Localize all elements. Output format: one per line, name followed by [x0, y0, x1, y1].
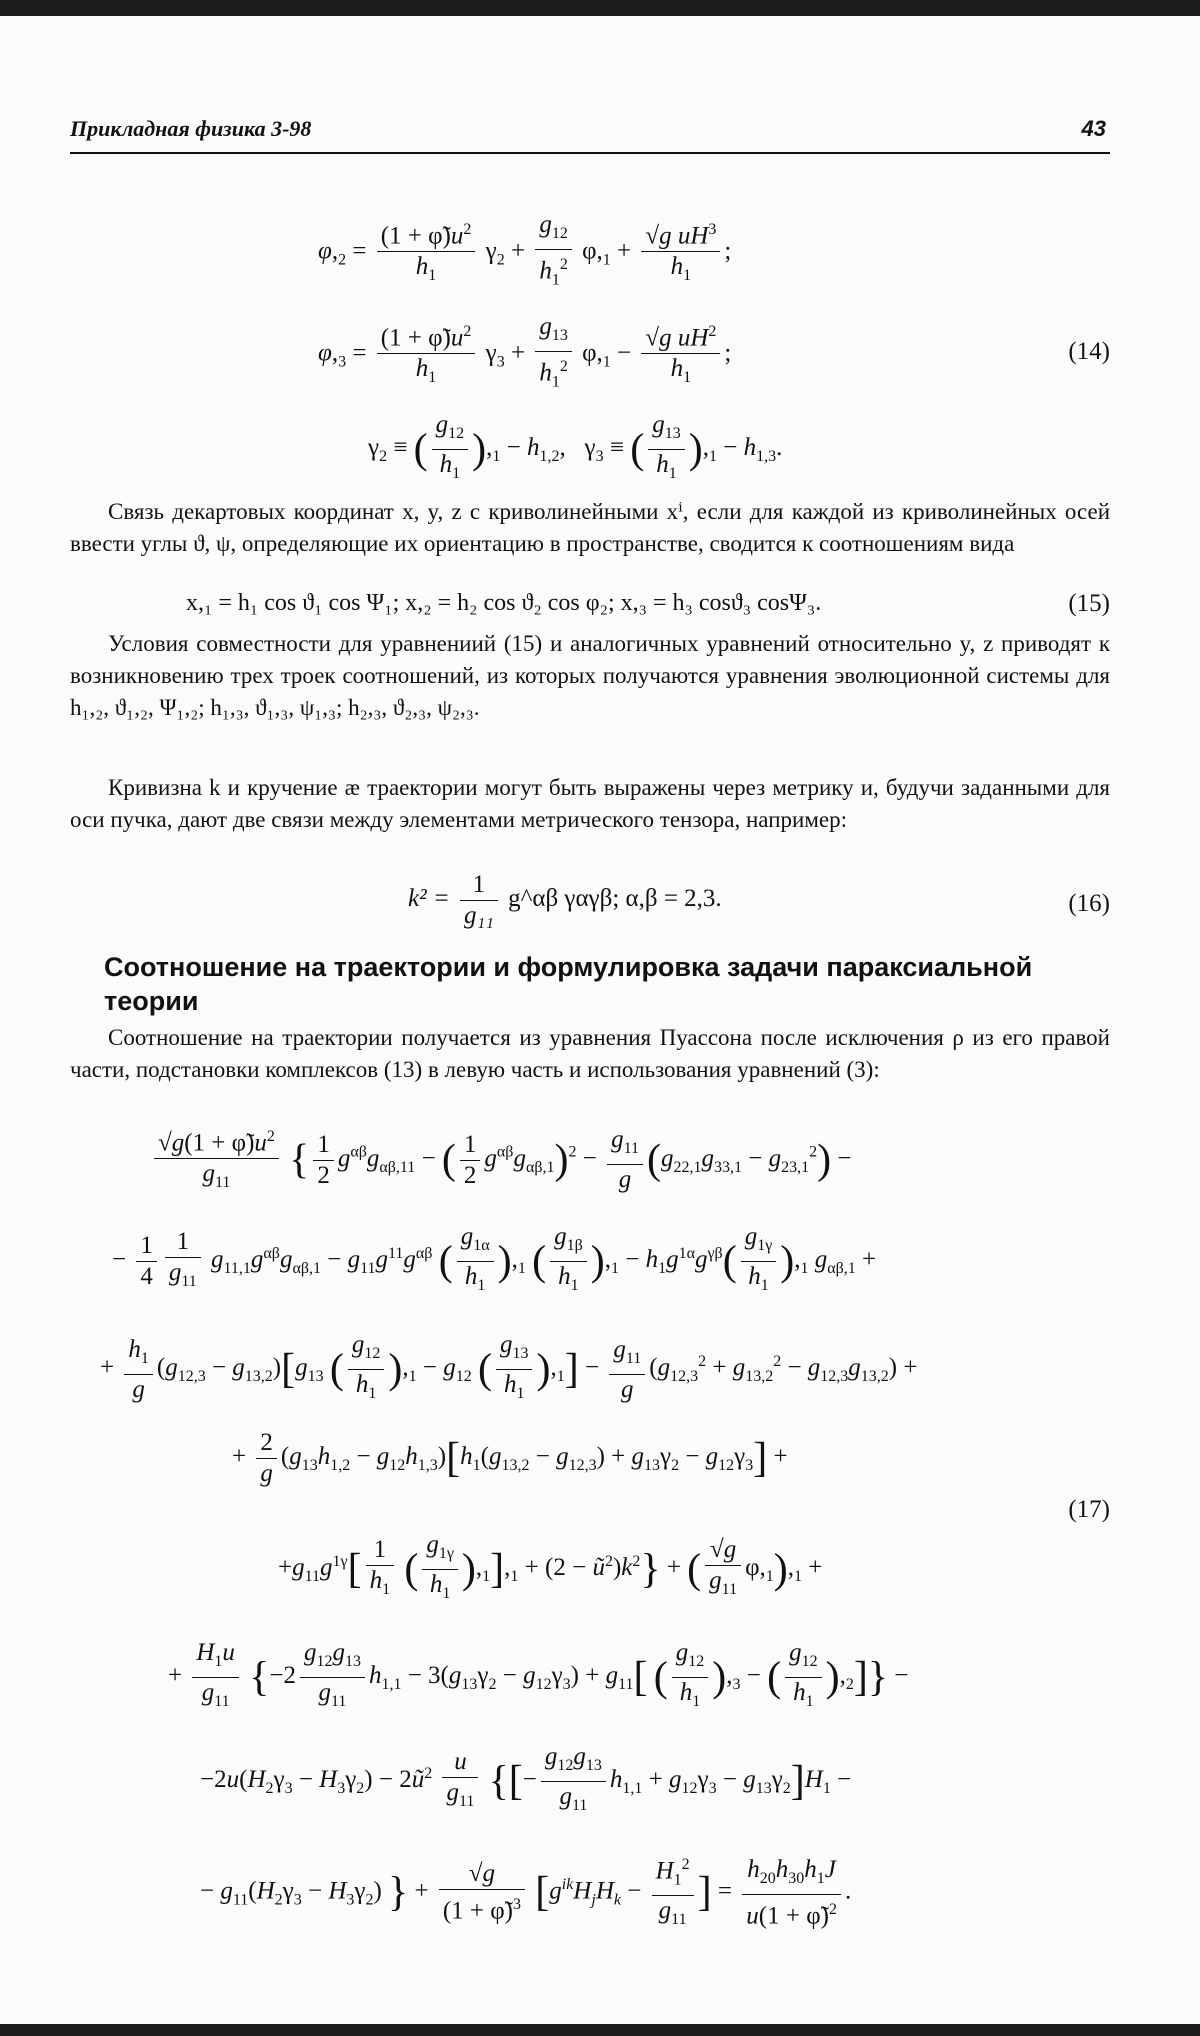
equation-17-line-6: + $\frac{H_1u}{g_{11}}$ {−2 $\frac{g_{12}g_{13}}{g_{11}}$ $h_{1,1} - 3(g_{13}\gamma_2 - g_{12}\gamma_3) + g_{11}$[ ( $\frac{g_{12}}{h_1}$ )$,_3$ − ( $\frac{g_{12}}{h_1}$ )$,_2$]} − [168, 1639, 909, 1710]
equation-17-line-1: $\frac{√g(1 + \varphĩ)u^2}{g_{11}}$ { $\frac{1}{2}$ $g^{\alpha\beta}g_{\alpha\beta,11}$ − ( $\frac{1}{2}$ $g^{\alpha\beta}g_{\alpha\beta,1})^2$ − $\frac{g_{11}}{g}$ $(g_{22,1}g_{33,1} - g_{23,1}^2)$ − [150, 1122, 851, 1198]
equation-14-line-3: $\gamma_2$ ≡ ( $\frac{g_{12}}{h_1}$ )$,_1 - h_{1,2}$, $\gamma_3$ ≡ ( $\frac{g_{13}}{h_1}$ )$,_1 - h_{1,3}$. [368, 411, 783, 482]
equation-17-line-7: $-2u(H_2\gamma_3 - H_3\gamma_2)$ − $2ũ^2$ $\frac{u}{g_{11}}$ {[− $\frac{g_{12}g_{13}}{g_{11}}$ $h_{1,1} + g_{12}\gamma_3 - g_{13}\gamma_2]H_1$ − [200, 1743, 852, 1814]
equation-17-line-2: − $\frac{1}{4}$ $\frac{1}{g_{11}}$ $g_{11,1}g^{\alpha\beta}g_{\alpha\beta,1} - g_{11}g^{11}g^{\alpha\beta}$ ( $\frac{g_{1\alpha}}{h_1}$ )$,_1$ ( $\frac{g_{1\beta}}{h_1}$ )$,_1 - h_1g^{1\alpha}g^{\gamma\beta}$( $\frac{g_{1\gamma}}{h_1}$ )$,_1$ $g_{\alpha\beta,1}$ + [112, 1223, 877, 1294]
scan-bottom-border [0, 2024, 1200, 2036]
equation-14-number: (14) [1068, 338, 1110, 365]
equation-15-number: (15) [1068, 590, 1110, 617]
equation-17-number: (17) [1068, 1496, 1110, 1523]
equation-15: x,₁ = h₁ cos ϑ₁ cos Ψ₁; x,₂ = h₂ cos ϑ₂ cos φ₂; x,₃ = h₃ cosϑ₃ cosΨ₃. [186, 590, 822, 616]
equation-17-line-4: + $\frac{2}{g}$ $(g_{13}h_{1,2} - g_{12}h_{1,3})[h_1(g_{13,2} - g_{12,3}) + g_{13}\gamma_2 - g_{12}\gamma_3]$ + [232, 1429, 788, 1487]
page-number: 43 [1081, 116, 1106, 141]
equation-14-line-2: $\varphi,_3$ = $\frac{(1 + \varphĩ)u^2}{h_1}$ $\gamma_3$ + $\frac{g_{13}}{h_1^2}$ $\varphi,_1$ − $\frac{√g uH^2}{h_1}$ ; [318, 313, 732, 391]
paragraph-curvature: Кривизна k и кручение æ траектории могут быть выражены через метрику и, будучи заданными для оси пучка, дают две связи между элементами метрического тензора, например: [70, 775, 1110, 832]
equation-14-line-1: $\varphi,_2$ = $\frac{(1 + \varphĩ)u^2}{h_1}$ $\gamma_2$ + $\frac{g_{12}}{h_1^2}$ $\varphi,_1$ + $\frac{√g uH^3}{h_1}$ ; [318, 211, 732, 289]
paragraph-compatibility: Условия совместности для уравнениий (15) и аналогичных уравнений относительно y, z приводят к возникновению трех троек соотношений, из которых получаются уравнения эволюционной системы для h₁,₂, ϑ₁,₂, Ψ₁,₂; h₁,₃, ϑ₁,₃, ψ₁,₃; h₂,₃, ϑ₂,₃, ψ₂,₃. [70, 631, 1110, 720]
equation-16-number: (16) [1068, 890, 1110, 917]
section-heading: Соотношение на траектории и формулировка задачи параксиальной теории [104, 952, 1033, 1016]
scan-top-border [0, 0, 1200, 16]
journal-title: Прикладная физика 3-98 [70, 116, 312, 141]
paragraph-poisson: Соотношение на траектории получается из уравнения Пуассона после исключения ρ из его правой части, подстановки комплексов (13) в левую часть и использования уравнений (3): [70, 1025, 1110, 1082]
equation-17-line-3: + $\frac{h_1}{g}$ $(g_{12,3} - g_{13,2})[g_{13}$ ( $\frac{g_{12}}{h_1}$ )$,_1 - g_{12}$ ( $\frac{g_{13}}{h_1}$ )$,_1$] − $\frac{g_{11}}{g}$ $(g_{12,3}^2 + g_{13,2}^2 - g_{12,3}g_{13,2})$ + [100, 1331, 918, 1403]
equation-17-line-5: $+g_{11}g^{1\gamma}$[ $\frac{1}{h_1}$ ( $\frac{g_{1\gamma}}{h_1}$ )$,_1],_1 + (2$ − $ũ^2)k^2$} + ( $\frac{√g}{g_{11}}$ $\varphi,_1),_1$ + [278, 1531, 823, 1602]
equation-17-line-8: − $g_{11}(H_2\gamma_3 - H_3\gamma_2)$ } + $\frac{√g}{(1 + \varphĩ)^3}$ [$g^{ik}H_jH_k$ − $\frac{H_1^2}{g_{11}}$ ] = $\frac{h_{20}h_{30}h_1J}{u(1 + \varphĩ)^2}$ . [200, 1850, 851, 1935]
paragraph-coordinates: Связь декартовых координат x, y, z с криволинейными xⁱ, если для каждой из криволинейных осей ввести углы ϑ, ψ, определяющие их ориентацию в пространстве, сводится к соотношениям вида [70, 499, 1110, 556]
page-header [70, 116, 1110, 154]
equation-16: k² = $\frac{1}{\text{g₁₁}}$ g^αβ γαγβ; α,β = 2,3. [408, 871, 722, 929]
